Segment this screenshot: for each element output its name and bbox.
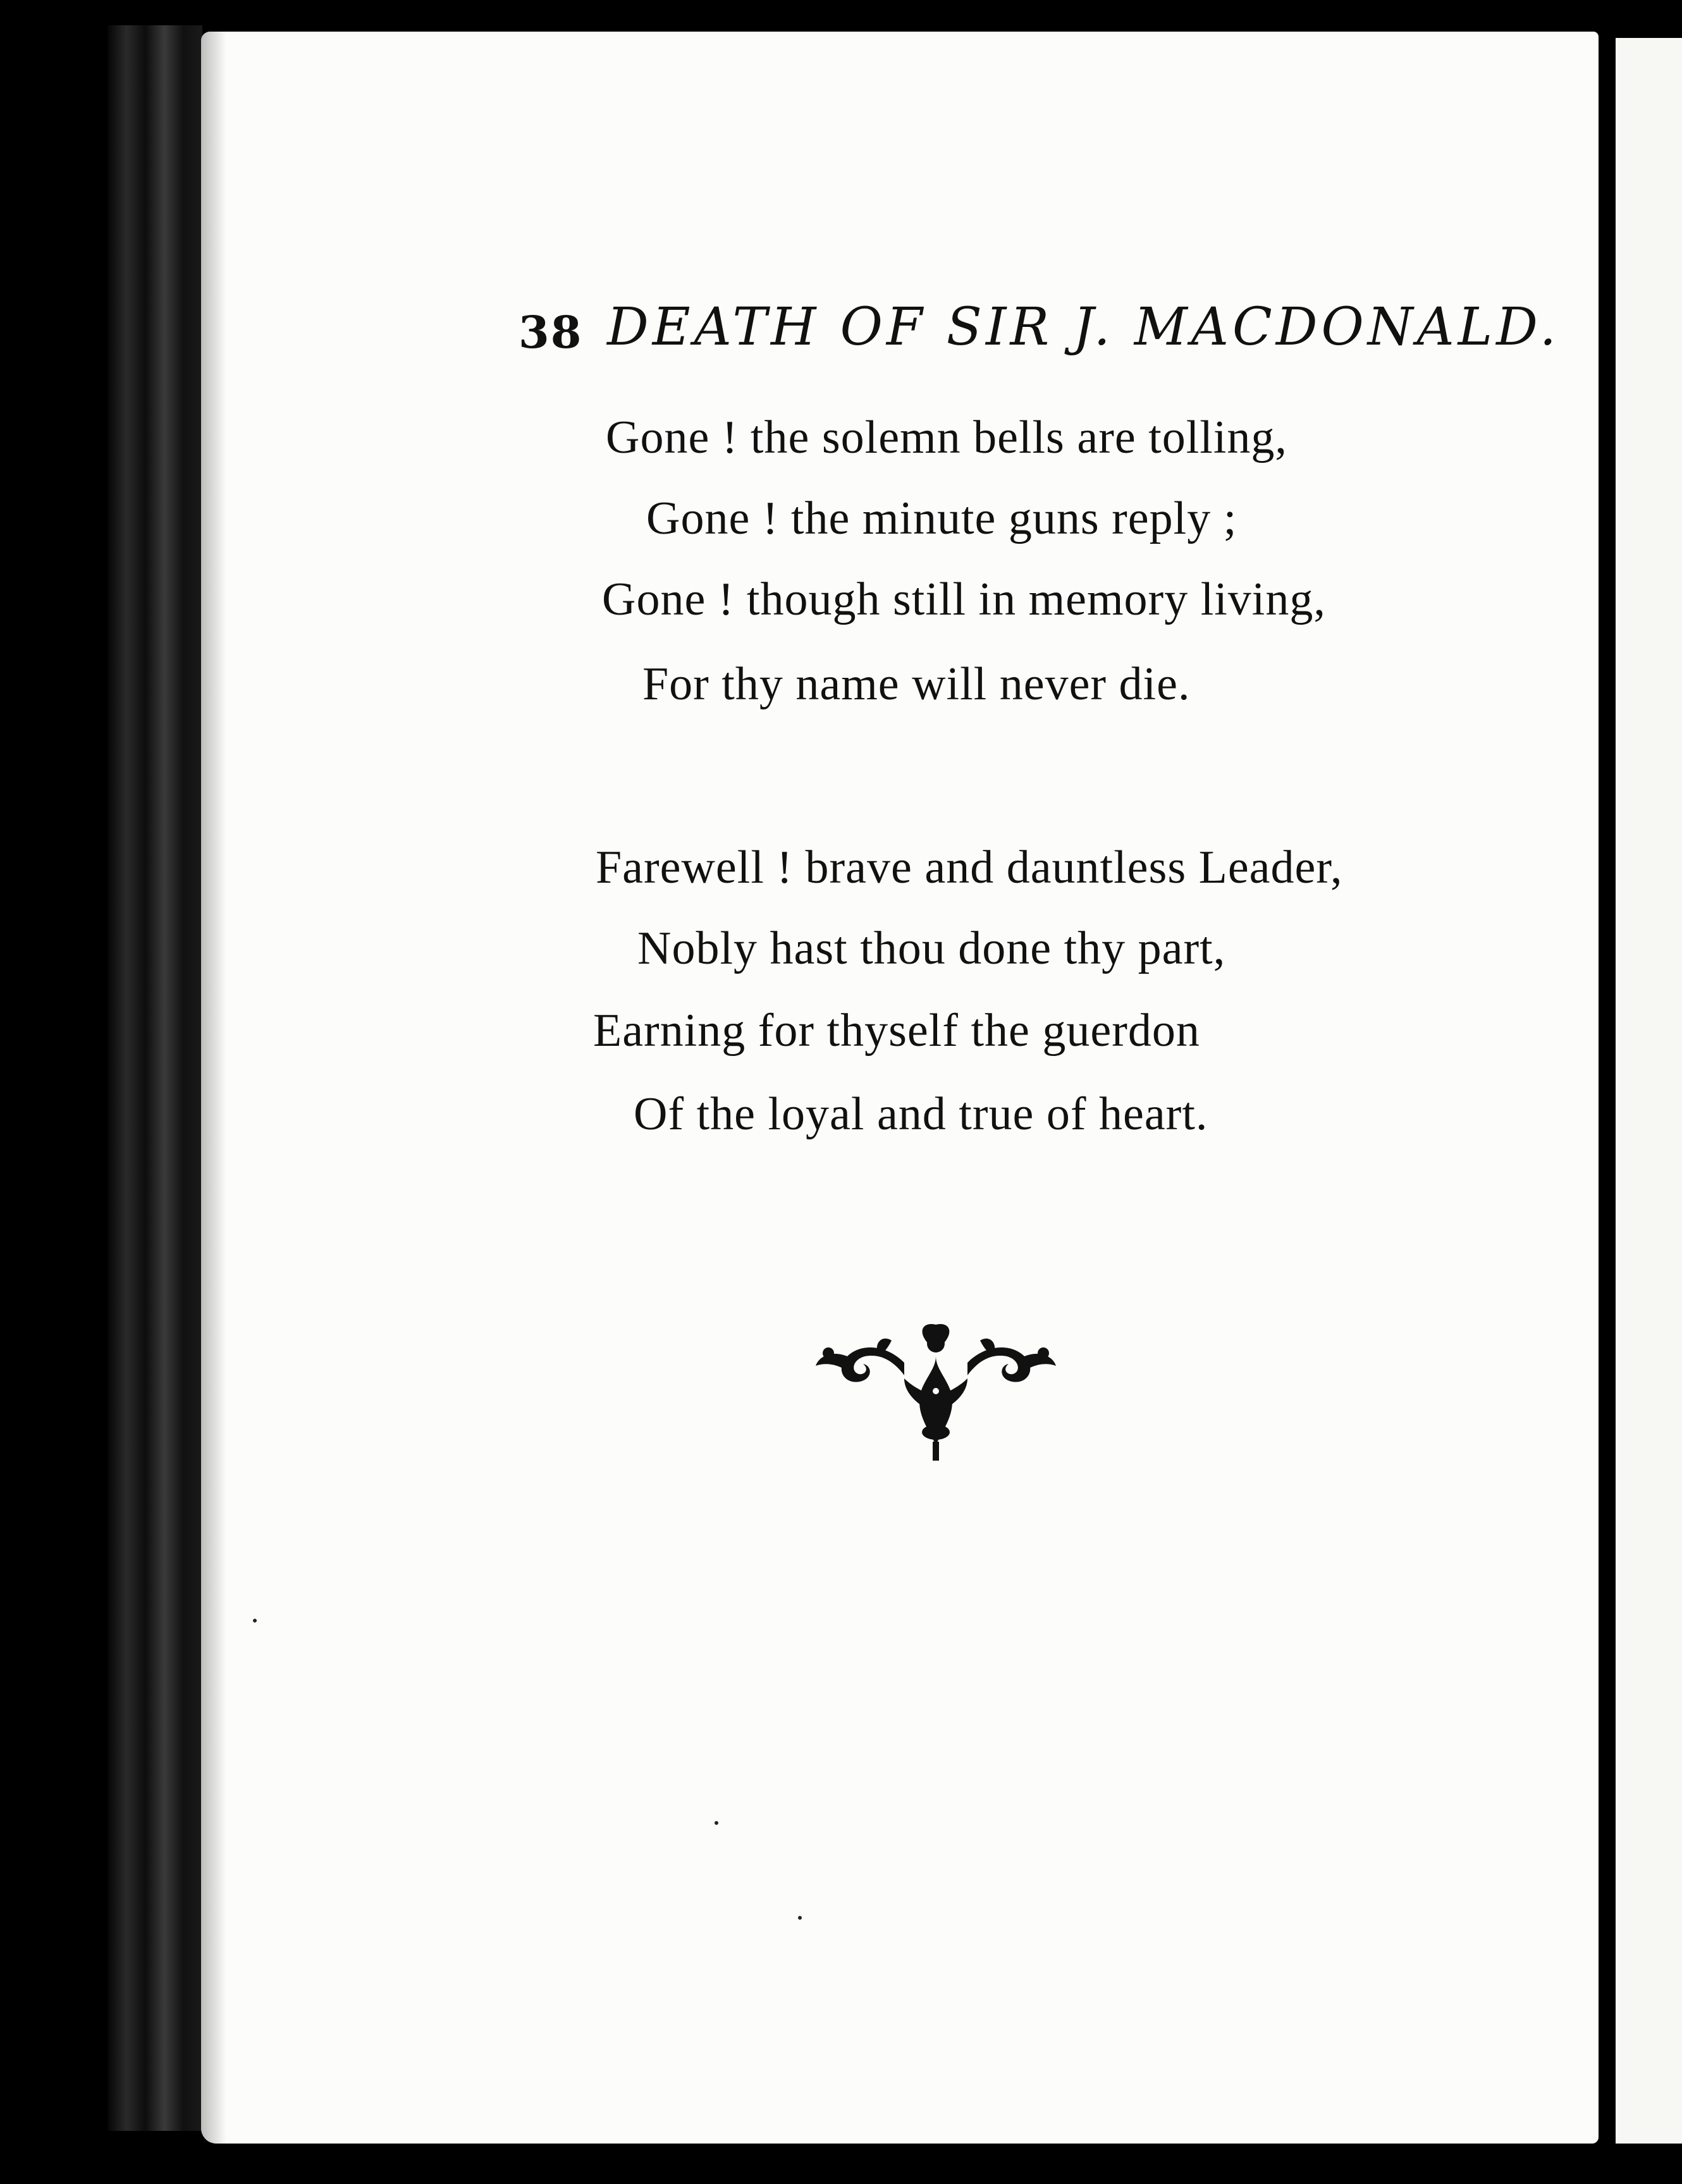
verse-line: Gone ! the minute guns reply ;	[646, 493, 1237, 544]
book-binding	[107, 25, 202, 2131]
verse-line: Of the loyal and true of heart.	[634, 1088, 1208, 1140]
verse-line: Farewell ! brave and dauntless Leader,	[596, 842, 1343, 893]
verse-line: For thy name will never die.	[642, 658, 1191, 710]
paper-speck	[798, 1916, 802, 1920]
verse-line: Gone ! the solemn bells are tolling,	[606, 412, 1287, 463]
page-number: 38	[519, 306, 583, 359]
fleuron-ornament-icon	[809, 1318, 1062, 1464]
verse-line: Gone ! though still in memory living,	[602, 574, 1326, 625]
verse-line: Nobly hast thou done thy part,	[637, 923, 1226, 974]
paper-speck	[715, 1821, 718, 1825]
paper-speck	[253, 1619, 257, 1623]
running-title: DEATH OF SIR J. MACDONALD.	[607, 297, 1560, 357]
running-head	[519, 297, 1560, 373]
verse-line: Earning for thyself the guerdon	[593, 1005, 1200, 1057]
page-gutter-shadow	[201, 32, 226, 2144]
next-page-edge	[1609, 38, 1682, 2144]
bottom-edge	[95, 2144, 1682, 2184]
